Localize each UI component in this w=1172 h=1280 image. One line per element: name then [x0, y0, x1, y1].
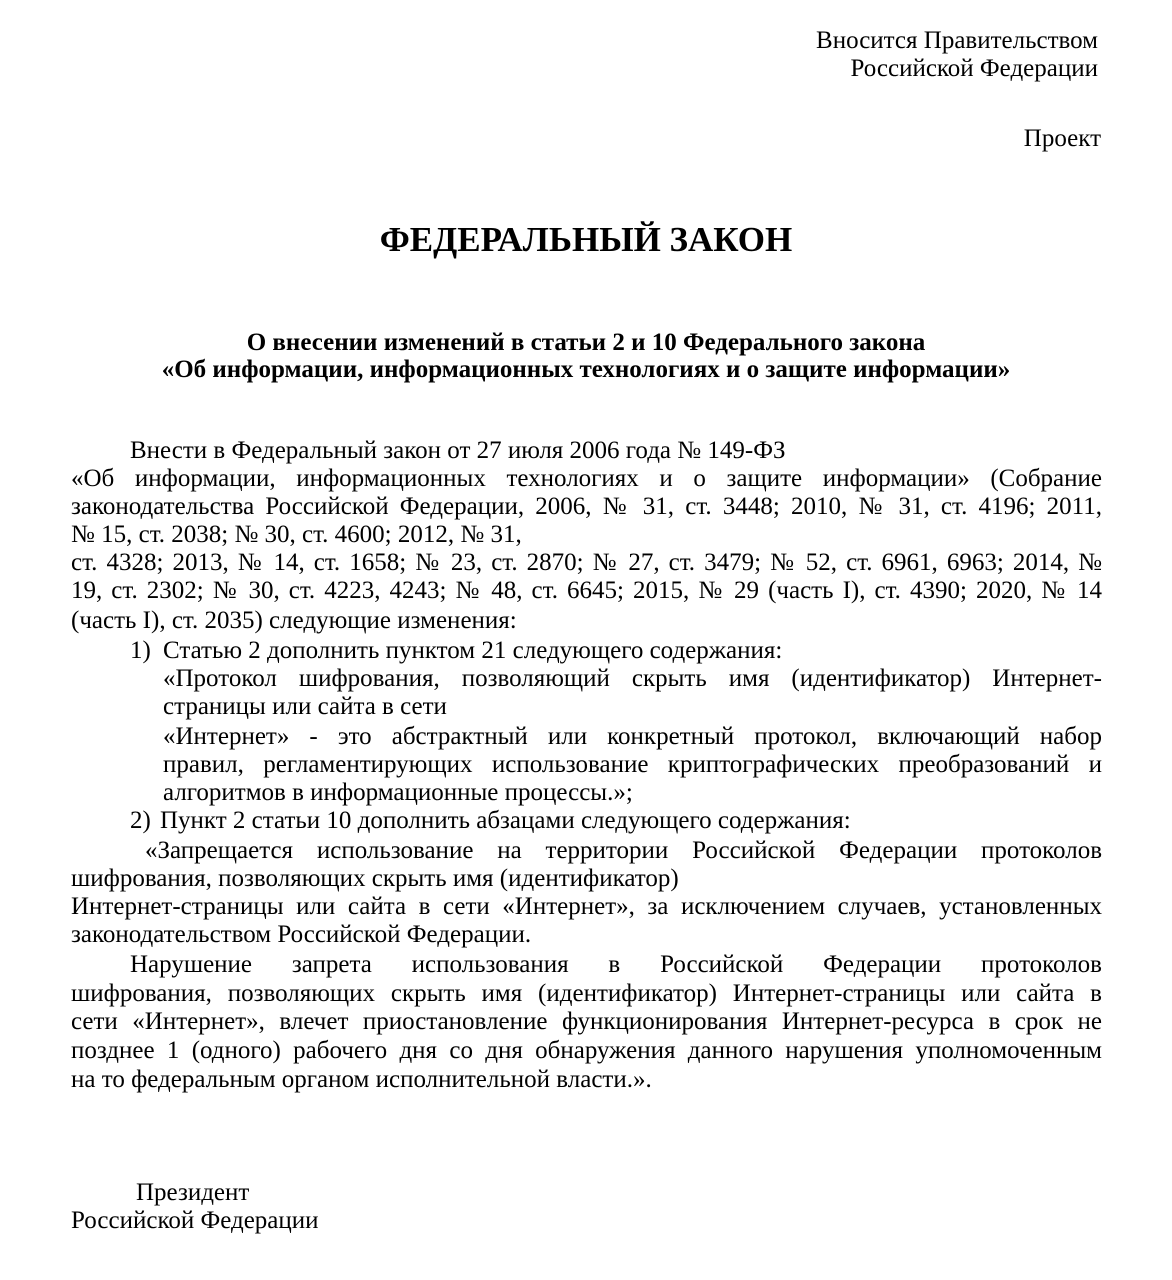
draft-label: Проект — [1023, 125, 1101, 152]
document-title: ФЕДЕРАЛЬНЫЙ ЗАКОН — [379, 220, 793, 259]
subtitle-line-1: О внесении изменений в статьи 2 и 10 Федерального закона — [246, 329, 926, 356]
item-2-heading: Пункт 2 статьи 10 дополнить абзацами следующего содержания: — [160, 807, 851, 834]
item-1-text-line-5: алгоритмов в информационные процессы.»; — [163, 779, 633, 806]
item-1-number: 1) — [130, 637, 151, 664]
item-1-heading: Статью 2 дополнить пунктом 21 следующего содержания: — [163, 637, 783, 664]
item-2-text-line-2: шифрования, позволяющих скрыть имя (идентификатор) — [71, 865, 679, 892]
signature-title: Президент — [136, 1179, 250, 1206]
violation-line-3: сети «Интернет», влечет приостановление функционирования Интернет-ресурса в срок не — [71, 1008, 1102, 1035]
item-1-text-line-4: правил, регламентирующих использование криптографических преобразований и — [163, 751, 1102, 778]
intro-line-5: ст. 4328; 2013, № 14, ст. 1658; № 23, ст. 2870; № 27, ст. 3479; № 52, ст. 6961, 6963; 2014, № — [71, 549, 1102, 576]
intro-line-4: № 15, ст. 2038; № 30, ст. 4600; 2012, № 31, — [71, 521, 522, 548]
subtitle-line-2: «Об информации, информационных технологиях и о защите информации» — [161, 356, 1011, 383]
violation-line-2: шифрования, позволяющих скрыть имя (идентификатор) Интернет-страницы или сайта в — [71, 980, 1102, 1007]
signature-country: Российской Федерации — [71, 1207, 319, 1234]
intro-line-1: Внести в Федеральный закон от 27 июля 2006 года № 149-ФЗ — [130, 437, 786, 464]
intro-line-6: 19, ст. 2302; № 30, ст. 4223, 4243; № 48, ст. 6645; 2015, № 29 (часть I), ст. 4390; 2020, № 14 — [71, 577, 1102, 604]
submitted-by-line-1: Вносится Правительством — [816, 27, 1098, 54]
item-2-number: 2) — [130, 807, 151, 834]
item-2-text-line-4: законодательством Российской Федерации. — [71, 921, 532, 948]
item-1-text-line-3: «Интернет» - это абстрактный или конкретный протокол, включающий набор — [163, 723, 1102, 750]
intro-line-2: «Об информации, информационных технологиях и о защите информации» (Собрание — [71, 465, 1102, 492]
intro-line-3: законодательства Российской Федерации, 2006, № 31, ст. 3448; 2010, № 31, ст. 4196; 2011, — [71, 493, 1102, 520]
item-2-text-line-1: «Запрещается использование на территории Российской Федерации протоколов — [145, 837, 1102, 864]
item-2-text-line-3: Интернет-страницы или сайта в сети «Интернет», за исключением случаев, установленных — [71, 893, 1102, 920]
violation-line-1: Нарушение запрета использования в Российской Федерации протоколов — [130, 951, 1102, 978]
item-1-text-line-1: «Протокол шифрования, позволяющий скрыть имя (идентификатор) Интернет- — [163, 665, 1102, 692]
violation-line-4: позднее 1 (одного) рабочего дня со дня обнаружения данного нарушения уполномоченным — [71, 1037, 1102, 1064]
violation-line-5: на то федеральным органом исполнительной власти.». — [71, 1066, 652, 1093]
submitted-by-line-2: Российской Федерации — [850, 55, 1098, 82]
item-1-text-line-2: страницы или сайта в сети — [163, 693, 447, 720]
intro-line-7: (часть I), ст. 2035) следующие изменения: — [71, 607, 517, 634]
